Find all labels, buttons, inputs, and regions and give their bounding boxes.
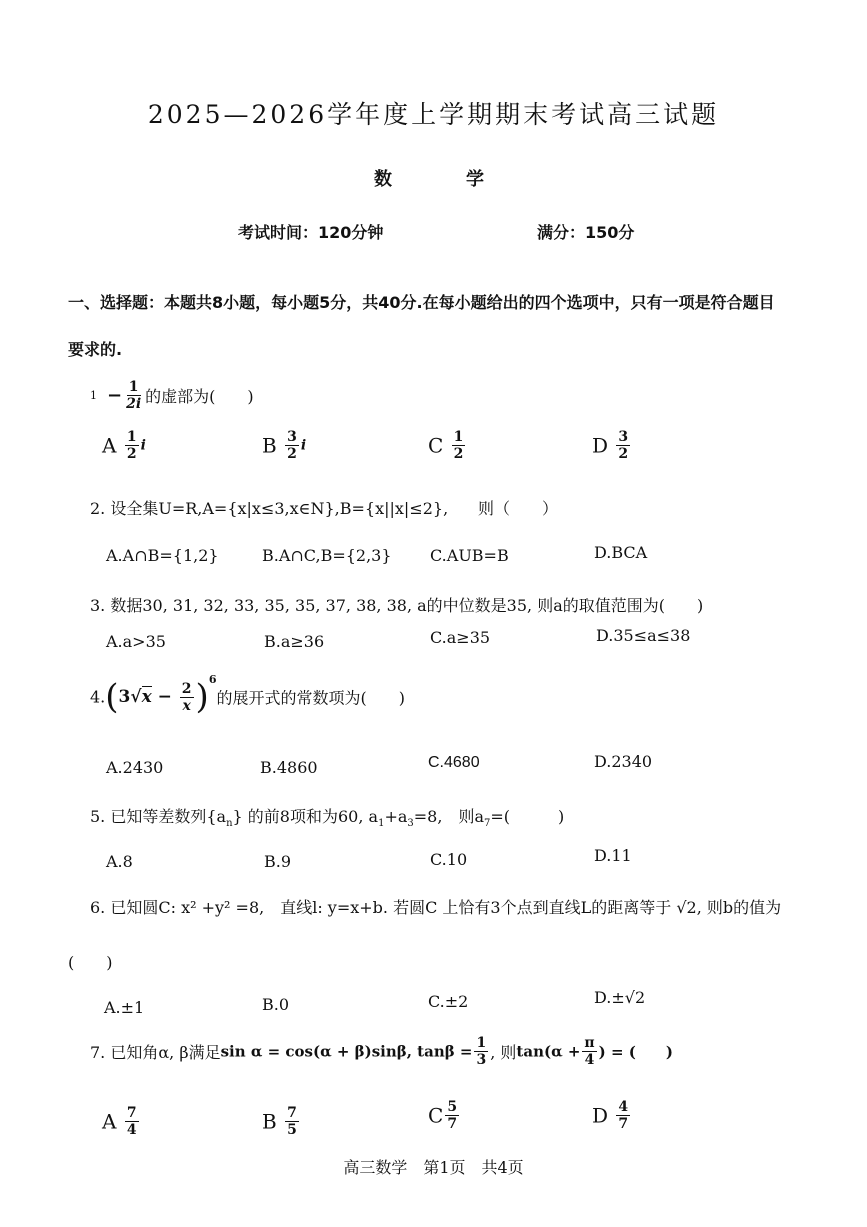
q1-option-b-frac bbox=[285, 430, 299, 461]
q7-option-d bbox=[592, 1100, 632, 1131]
q3-option-d: D.35≤a≤38 bbox=[596, 626, 691, 645]
q7-option-c-den: 7 bbox=[447, 1116, 458, 1132]
q1-option-a-letter: A bbox=[102, 433, 117, 458]
q1-frac-num: 1 bbox=[128, 379, 139, 395]
q4-option-a: A.2430 bbox=[106, 758, 164, 777]
question-6-line2: ( ) bbox=[68, 953, 113, 972]
page-footer: 高三数学 第1页 共4页 bbox=[343, 1158, 524, 1177]
q7-option-d-den: 7 bbox=[618, 1116, 629, 1132]
q5-sub-3: 3 bbox=[407, 818, 414, 830]
subject-char-1: 数 bbox=[374, 169, 392, 190]
q1-option-b-letter: B bbox=[262, 433, 277, 458]
q7-option-b-den: 5 bbox=[287, 1122, 297, 1138]
q1-option-c-den: 2 bbox=[453, 446, 464, 462]
q1-option-c-letter: C bbox=[428, 433, 444, 458]
question-2-stem: 2. 设全集U=R,A={x|x≤3,x∈N},B={x||x|≤2}, bbox=[90, 499, 449, 518]
q7-tan-frac bbox=[474, 1036, 488, 1067]
q2-option-a: A.A∩B={1,2} bbox=[106, 546, 219, 565]
q4-number: 4. bbox=[90, 687, 106, 707]
q3-option-c: C.a≥35 bbox=[430, 628, 491, 647]
full-score: 满分：150分 bbox=[537, 223, 635, 242]
q7-tan-den: 3 bbox=[476, 1052, 487, 1068]
q7-prefix: 7. 已知角α, β满足 bbox=[90, 1043, 221, 1062]
q7-option-c bbox=[428, 1100, 461, 1131]
q2-option-c: C.AUB=B bbox=[430, 546, 509, 565]
q7-option-d-frac bbox=[616, 1100, 630, 1131]
q1-number: 1 bbox=[90, 389, 97, 402]
q5-option-b: B.9 bbox=[264, 852, 292, 871]
q7-option-a-frac bbox=[125, 1106, 139, 1137]
q7-expr3: ) = ( ) bbox=[598, 1043, 673, 1061]
q7-option-d-letter: D bbox=[592, 1103, 609, 1128]
exam-time: 考试时间：120分钟 bbox=[238, 223, 384, 242]
q4-three: 3 bbox=[118, 687, 131, 707]
q1-frac-den: 2i bbox=[126, 396, 142, 412]
q7-expr1: sin α = cos(α + β)sinβ, tanβ = bbox=[220, 1042, 473, 1061]
q5-stem-a: 5. 已知等差数列{a bbox=[90, 807, 227, 826]
q5-stem-e: =( ) bbox=[490, 807, 565, 826]
q7-option-a-num: 7 bbox=[126, 1105, 137, 1121]
q1-minus: − bbox=[107, 385, 123, 406]
q7-expr2: tan(α + bbox=[516, 1042, 581, 1061]
q7-option-a-den: 4 bbox=[126, 1122, 137, 1138]
q7-option-b-frac bbox=[285, 1106, 299, 1137]
q5-sub-1: 1 bbox=[378, 818, 385, 830]
q2-option-d: D.BCA bbox=[594, 543, 648, 562]
q4-lparen: ( bbox=[105, 677, 119, 717]
q1-option-b bbox=[262, 430, 306, 461]
q1-option-a bbox=[102, 430, 146, 461]
question-1 bbox=[90, 380, 254, 411]
q1-option-c-frac bbox=[452, 430, 466, 461]
q1-option-a-den: 2 bbox=[126, 446, 137, 462]
q5-stem-c: +a bbox=[384, 807, 408, 826]
section-heading-line1: 一、选择题：本题共8小题，每小题5分，共40分.在每小题给出的四个选项中，只有一项是符合题目 bbox=[68, 293, 775, 312]
q4-rparen: ) bbox=[195, 677, 209, 717]
question-3: 3. 数据30, 31, 32, 33, 35, 35, 37, 38, 38, a的中位数是35, 则a的取值范围为( ) bbox=[90, 596, 704, 615]
q2-option-b: B.A∩C,B={2,3} bbox=[262, 546, 392, 565]
q4-stem: 的展开式的常数项为( ) bbox=[216, 688, 405, 708]
q4-frac-num: 2 bbox=[181, 680, 192, 697]
q7-pi-num: π bbox=[584, 1035, 595, 1051]
q5-option-a: A.8 bbox=[106, 852, 133, 871]
q4-sqrt: √ bbox=[130, 687, 142, 707]
q4-power: 6 bbox=[208, 673, 217, 687]
q1-fraction bbox=[124, 380, 143, 411]
q5-stem-b: } 的前8项和为60, a bbox=[232, 807, 379, 826]
q7-option-c-letter: C bbox=[428, 1103, 444, 1128]
q6-option-a: A.±1 bbox=[104, 998, 145, 1017]
q1-stem: 的虚部为( ) bbox=[145, 387, 254, 406]
q7-option-b bbox=[262, 1106, 301, 1137]
q3-option-b: B.a≥36 bbox=[264, 632, 325, 651]
q6-option-c: C.±2 bbox=[428, 992, 469, 1011]
q1-option-a-frac bbox=[125, 430, 139, 461]
q5-sub-7: 7 bbox=[483, 818, 491, 830]
exam-title: 2025—2026学年度上学期期末考试高三试题 bbox=[147, 100, 720, 129]
question-7 bbox=[90, 1036, 673, 1067]
subject-char-2: 学 bbox=[466, 169, 484, 190]
q1-option-b-suffix: i bbox=[300, 437, 307, 454]
q5-option-d: D.11 bbox=[594, 846, 632, 865]
q4-option-b: B.4860 bbox=[260, 758, 318, 777]
q4-frac-den: x bbox=[182, 697, 191, 714]
question-4 bbox=[90, 673, 405, 717]
q7-option-d-num: 4 bbox=[618, 1099, 629, 1115]
q7-option-a bbox=[102, 1106, 141, 1137]
q4-minus: − bbox=[151, 687, 178, 707]
question-2-tail: 则（ ） bbox=[478, 499, 559, 518]
q6-option-b: B.0 bbox=[262, 995, 290, 1014]
q1-option-a-num: 1 bbox=[126, 429, 137, 445]
q7-option-a-letter: A bbox=[102, 1109, 117, 1134]
q1-option-b-den: 2 bbox=[287, 446, 297, 462]
question-5 bbox=[90, 804, 564, 829]
q5-sub-n: n bbox=[226, 818, 233, 830]
q3-option-a: A.a>35 bbox=[106, 632, 166, 651]
q7-option-c-num: 5 bbox=[447, 1099, 458, 1115]
section-heading-line2: 要求的. bbox=[68, 340, 123, 359]
q1-option-d-letter: D bbox=[592, 433, 609, 458]
q1-option-d-den: 2 bbox=[618, 446, 629, 462]
q1-option-b-num: 3 bbox=[287, 429, 297, 445]
q4-x: x bbox=[141, 687, 152, 707]
q5-stem-d: =8, 则a bbox=[413, 807, 484, 826]
q4-fraction bbox=[180, 682, 194, 713]
q7-pi-den: 4 bbox=[584, 1052, 595, 1068]
q5-option-c: C.10 bbox=[430, 850, 468, 869]
q1-option-d-frac bbox=[616, 430, 630, 461]
q7-option-b-num: 7 bbox=[287, 1105, 297, 1121]
q4-option-d: D.2340 bbox=[594, 752, 653, 771]
q1-option-d-num: 3 bbox=[618, 429, 629, 445]
q7-option-c-frac bbox=[445, 1100, 459, 1131]
q1-option-c bbox=[428, 430, 467, 461]
q1-option-c-num: 1 bbox=[453, 429, 464, 445]
q1-option-d bbox=[592, 430, 632, 461]
q1-option-a-suffix: i bbox=[140, 437, 146, 454]
q6-option-d: D.±√2 bbox=[594, 988, 646, 1007]
question-6-line1: 6. 已知圆C: x² +y² =8, 直线l: y=x+b. 若圆C 上恰有3个点到直线L的距离等于 √2, 则b的值为 bbox=[90, 898, 782, 917]
q7-mid: , 则 bbox=[490, 1043, 517, 1062]
q4-option-c: C.4680 bbox=[428, 754, 480, 771]
q7-tan-num: 1 bbox=[476, 1035, 487, 1051]
q7-option-b-letter: B bbox=[262, 1109, 277, 1134]
q7-pi-frac bbox=[582, 1036, 596, 1067]
